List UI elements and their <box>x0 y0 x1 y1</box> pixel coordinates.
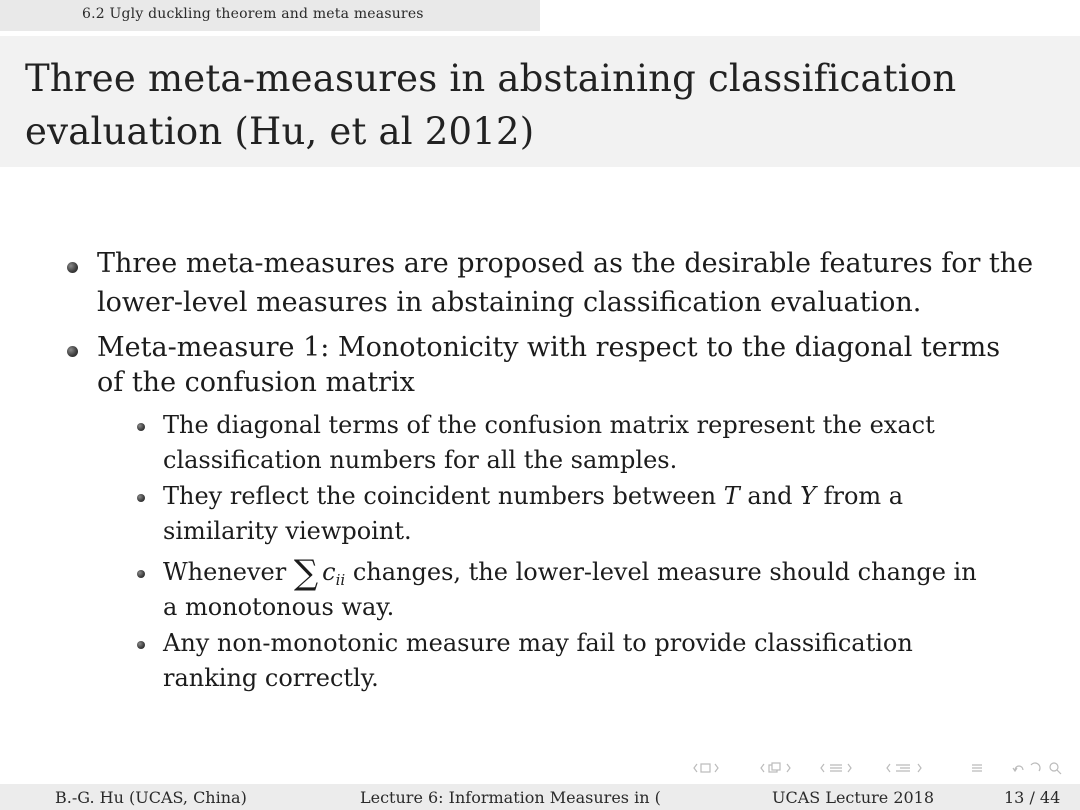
sub-bullet-1-line-1: The diagonal terms of the confusion matrix represent the exact <box>163 411 935 439</box>
slide-footer <box>0 784 1080 810</box>
bullet-2-line-2: of the confusion matrix <box>97 367 415 398</box>
nav-section-icon[interactable] <box>820 762 866 774</box>
sub-bullet-2-text-c: from a <box>815 482 904 510</box>
section-title[interactable]: 6.2 Ugly duckling theorem and meta measures <box>82 6 424 22</box>
sub-bullet-3-text-a: Whenever <box>163 558 294 586</box>
sub-bullet-icon <box>137 494 145 502</box>
sub-bullet-2-text-a: They reflect the coincident numbers between <box>163 482 724 510</box>
section-header-bar <box>0 0 540 31</box>
sub-bullet-3-text-b: changes, the lower-level measure should change in <box>345 558 977 586</box>
math-var-c: c <box>322 558 336 586</box>
sub-bullet-2-line-2: similarity viewpoint. <box>163 517 412 545</box>
sub-bullet-1-line-2: classification numbers for all the samples. <box>163 446 678 474</box>
nav-subsection-icon[interactable] <box>886 762 938 774</box>
bullet-2-line-1: Meta-measure 1: Monotonicity with respect to the diagonal terms <box>97 332 1001 363</box>
bullet-icon <box>67 262 78 273</box>
sub-bullet-3-line-2: a monotonous way. <box>163 593 395 621</box>
nav-align-icon[interactable] <box>970 762 984 774</box>
sub-bullet-2-text-b: and <box>739 482 801 510</box>
math-var-t: T <box>723 482 740 510</box>
sub-bullet-icon <box>137 570 145 578</box>
slide-title-line-2: evaluation (Hu, et al 2012) <box>25 110 535 153</box>
sub-bullet-icon <box>137 423 145 431</box>
nav-first-icon[interactable] <box>693 762 723 774</box>
sub-bullet-4-line-1: Any non-monotonic measure may fail to provide classification <box>163 629 913 657</box>
bullet-1-line-2: lower-level measures in abstaining classification evaluation. <box>97 287 922 318</box>
slide-title-line-1: Three meta-measures in abstaining classification <box>25 57 957 100</box>
sub-bullet-4-line-2: ranking correctly. <box>163 664 379 692</box>
bullet-icon <box>67 346 78 357</box>
sub-bullet-2-line-1 <box>163 482 903 510</box>
bullet-1-line-1: Three meta-measures are proposed as the desirable features for the <box>97 248 1034 279</box>
math-var-y: Y <box>800 482 816 510</box>
footer-event: UCAS Lecture 2018 <box>772 788 935 807</box>
sub-bullet-icon <box>137 641 145 649</box>
footer-author: B.-G. Hu (UCAS, China) <box>55 788 247 807</box>
nav-search-icon[interactable] <box>1012 761 1070 775</box>
footer-lecture-title: Lecture 6: Information Measures in ( <box>360 788 661 807</box>
sub-bullet-3-line-1 <box>163 553 977 593</box>
math-subscript-ii: ii <box>335 571 346 589</box>
nav-prev-frame-icon[interactable] <box>760 762 796 774</box>
footer-page-number: 13 / 44 <box>1004 788 1061 807</box>
sum-symbol: ∑ <box>293 553 319 593</box>
